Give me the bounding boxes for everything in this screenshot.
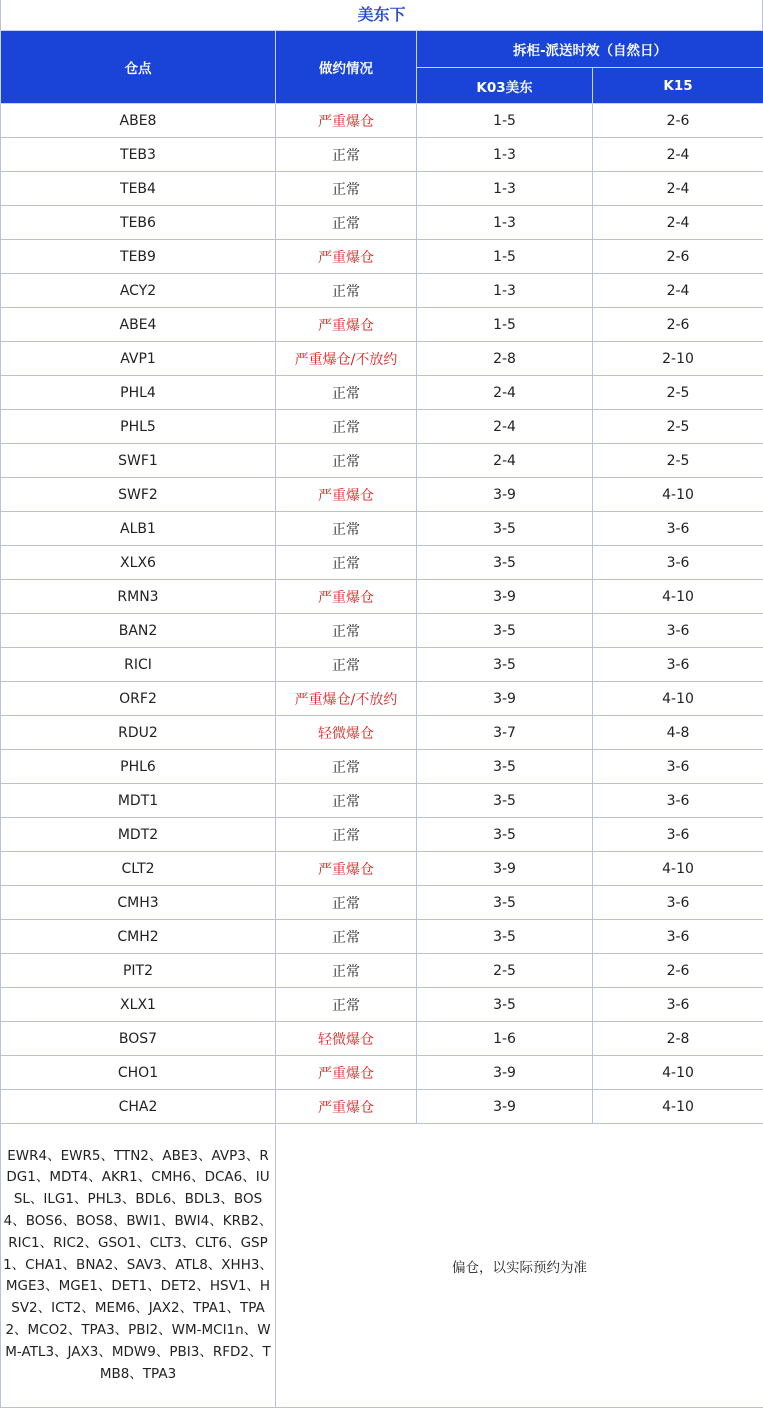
table-row (1, 206, 763, 240)
k15-cell: 3-6 (593, 750, 763, 784)
k03-cell: 3-9 (417, 478, 593, 512)
warehouse-cell: CMH2 (1, 920, 276, 954)
k03-cell: 3-5 (417, 920, 593, 954)
k15-cell: 3-6 (593, 886, 763, 920)
warehouse-cell: PHL4 (1, 376, 276, 410)
status-cell: 轻微爆仓 (276, 716, 417, 750)
status-cell: 正常 (276, 886, 417, 920)
status-cell: 轻微爆仓 (276, 1022, 417, 1056)
k15-cell: 3-6 (593, 920, 763, 954)
k15-cell: 2-6 (593, 308, 763, 342)
status-cell: 正常 (276, 648, 417, 682)
warehouse-cell: CMH3 (1, 886, 276, 920)
k03-cell: 3-9 (417, 580, 593, 614)
status-cell: 正常 (276, 920, 417, 954)
header-warehouse: 仓点 (1, 31, 276, 104)
k03-cell: 2-4 (417, 410, 593, 444)
k03-cell: 2-5 (417, 954, 593, 988)
warehouse-table (0, 30, 763, 1408)
table-row (1, 1056, 763, 1090)
k15-cell: 3-6 (593, 546, 763, 580)
k03-cell: 3-5 (417, 512, 593, 546)
warehouse-cell: SWF2 (1, 478, 276, 512)
k15-cell: 2-5 (593, 376, 763, 410)
status-cell: 正常 (276, 376, 417, 410)
k03-cell: 3-7 (417, 716, 593, 750)
status-cell: 严重爆仓 (276, 478, 417, 512)
status-cell: 严重爆仓 (276, 852, 417, 886)
table-row (1, 886, 763, 920)
table-row (1, 138, 763, 172)
warehouse-cell: ACY2 (1, 274, 276, 308)
warehouse-cell: BOS7 (1, 1022, 276, 1056)
status-cell: 严重爆仓 (276, 240, 417, 274)
warehouse-cell: RMN3 (1, 580, 276, 614)
status-cell: 严重爆仓 (276, 580, 417, 614)
other-warehouses-list: EWR4、EWR5、TTN2、ABE3、AVP3、RDG1、MDT4、AKR1、CMH6、DCA6、IUSL、ILG1、PHL3、BDL6、BDL3、BOS4、BOS6、BOS8、BWI1、BWI4、KRB2、RIC1、RIC2、GSO1、CLT3、CLT6、GSP1、CHA1、BNA2、SAV3、ATL8、XHH3、MGE3、MGE1、DET1、DET2、HSV1、HSV2、ICT2、MEM6、JAX2、TPA1、TPA2、MCO2、TPA3、PBI2、WM-MCI1n、WM-ATL3、JAX3、MDW9、PBI3、RFD2、TMB8、TPA3 (1, 1124, 276, 1408)
page-title: 美东下 (0, 0, 763, 30)
k15-cell: 4-10 (593, 1090, 763, 1124)
table-row (1, 954, 763, 988)
table-body (1, 104, 763, 1124)
k15-cell: 3-6 (593, 988, 763, 1022)
table-row (1, 614, 763, 648)
status-cell: 严重爆仓 (276, 1056, 417, 1090)
table-row (1, 988, 763, 1022)
warehouse-cell: TEB3 (1, 138, 276, 172)
table-row (1, 104, 763, 138)
k03-cell: 2-4 (417, 444, 593, 478)
table-row (1, 410, 763, 444)
header-k15: K15 (593, 68, 763, 104)
k03-cell: 1-3 (417, 138, 593, 172)
status-cell: 正常 (276, 818, 417, 852)
k15-cell: 2-10 (593, 342, 763, 376)
table-row (1, 546, 763, 580)
k03-cell: 2-8 (417, 342, 593, 376)
status-cell: 正常 (276, 614, 417, 648)
k15-cell: 4-10 (593, 478, 763, 512)
status-cell: 正常 (276, 988, 417, 1022)
table-row (1, 1022, 763, 1056)
table-row (1, 648, 763, 682)
table-row (1, 750, 763, 784)
table-row (1, 308, 763, 342)
k15-cell: 2-4 (593, 138, 763, 172)
k03-cell: 3-5 (417, 648, 593, 682)
table-row (1, 580, 763, 614)
header-booking-status: 做约情况 (276, 31, 417, 104)
status-cell: 正常 (276, 274, 417, 308)
warehouse-cell: PHL5 (1, 410, 276, 444)
k15-cell: 3-6 (593, 818, 763, 852)
k03-cell: 1-3 (417, 172, 593, 206)
status-cell: 严重爆仓 (276, 308, 417, 342)
warehouse-cell: ORF2 (1, 682, 276, 716)
warehouse-cell: TEB6 (1, 206, 276, 240)
warehouse-cell: SWF1 (1, 444, 276, 478)
header-k03: K03美东 (417, 68, 593, 104)
status-cell: 正常 (276, 784, 417, 818)
k15-cell: 2-4 (593, 206, 763, 240)
warehouse-cell: RDU2 (1, 716, 276, 750)
status-cell: 正常 (276, 206, 417, 240)
k15-cell: 3-6 (593, 614, 763, 648)
warehouse-cell: XLX6 (1, 546, 276, 580)
warehouse-cell: CHA2 (1, 1090, 276, 1124)
table-row (1, 682, 763, 716)
other-warehouses-note: 偏仓，以实际预约为准 (276, 1124, 763, 1408)
status-cell: 正常 (276, 138, 417, 172)
k15-cell: 4-10 (593, 580, 763, 614)
k03-cell: 1-5 (417, 240, 593, 274)
warehouse-cell: MDT1 (1, 784, 276, 818)
k15-cell: 2-5 (593, 410, 763, 444)
warehouse-cell: ALB1 (1, 512, 276, 546)
k15-cell: 4-10 (593, 682, 763, 716)
k03-cell: 3-5 (417, 784, 593, 818)
table-row (1, 240, 763, 274)
warehouse-cell: CLT2 (1, 852, 276, 886)
table-row (1, 716, 763, 750)
status-cell: 正常 (276, 410, 417, 444)
status-cell: 严重爆仓 (276, 104, 417, 138)
table-row (1, 784, 763, 818)
k15-cell: 2-5 (593, 444, 763, 478)
warehouse-cell: AVP1 (1, 342, 276, 376)
k15-cell: 2-6 (593, 240, 763, 274)
table-row (1, 274, 763, 308)
k15-cell: 4-10 (593, 1056, 763, 1090)
k03-cell: 3-9 (417, 1056, 593, 1090)
table-row (1, 920, 763, 954)
warehouse-cell: BAN2 (1, 614, 276, 648)
k03-cell: 1-3 (417, 206, 593, 240)
table-row (1, 852, 763, 886)
k15-cell: 4-10 (593, 852, 763, 886)
header-transit-time: 拆柜-派送时效（自然日） (417, 31, 763, 68)
warehouse-cell: PIT2 (1, 954, 276, 988)
k03-cell: 3-9 (417, 852, 593, 886)
k15-cell: 2-6 (593, 104, 763, 138)
table-row (1, 818, 763, 852)
k03-cell: 3-5 (417, 988, 593, 1022)
status-cell: 正常 (276, 172, 417, 206)
k03-cell: 3-5 (417, 546, 593, 580)
table-row (1, 512, 763, 546)
status-cell: 严重爆仓/不放约 (276, 342, 417, 376)
table-row (1, 376, 763, 410)
warehouse-cell: TEB9 (1, 240, 276, 274)
k03-cell: 1-6 (417, 1022, 593, 1056)
status-cell: 正常 (276, 954, 417, 988)
k03-cell: 3-9 (417, 682, 593, 716)
table-row (1, 172, 763, 206)
table-row (1, 1090, 763, 1124)
status-cell: 正常 (276, 444, 417, 478)
table-row (1, 444, 763, 478)
k15-cell: 4-8 (593, 716, 763, 750)
k15-cell: 2-6 (593, 954, 763, 988)
k03-cell: 3-5 (417, 614, 593, 648)
status-cell: 严重爆仓/不放约 (276, 682, 417, 716)
table-row (1, 342, 763, 376)
k03-cell: 3-9 (417, 1090, 593, 1124)
k15-cell: 3-6 (593, 512, 763, 546)
warehouse-cell: ABE8 (1, 104, 276, 138)
k15-cell: 2-4 (593, 172, 763, 206)
k03-cell: 3-5 (417, 886, 593, 920)
warehouse-cell: XLX1 (1, 988, 276, 1022)
warehouse-cell: MDT2 (1, 818, 276, 852)
k03-cell: 1-5 (417, 104, 593, 138)
warehouse-cell: ABE4 (1, 308, 276, 342)
status-cell: 正常 (276, 546, 417, 580)
k15-cell: 2-8 (593, 1022, 763, 1056)
warehouse-cell: TEB4 (1, 172, 276, 206)
k03-cell: 2-4 (417, 376, 593, 410)
table-row (1, 478, 763, 512)
k15-cell: 3-6 (593, 784, 763, 818)
k03-cell: 1-3 (417, 274, 593, 308)
k15-cell: 2-4 (593, 274, 763, 308)
k03-cell: 3-5 (417, 818, 593, 852)
warehouse-cell: CHO1 (1, 1056, 276, 1090)
k03-cell: 1-5 (417, 308, 593, 342)
status-cell: 正常 (276, 750, 417, 784)
warehouse-cell: PHL6 (1, 750, 276, 784)
status-cell: 正常 (276, 512, 417, 546)
footer-row (1, 1124, 763, 1408)
warehouse-cell: RICI (1, 648, 276, 682)
k15-cell: 3-6 (593, 648, 763, 682)
k03-cell: 3-5 (417, 750, 593, 784)
status-cell: 严重爆仓 (276, 1090, 417, 1124)
